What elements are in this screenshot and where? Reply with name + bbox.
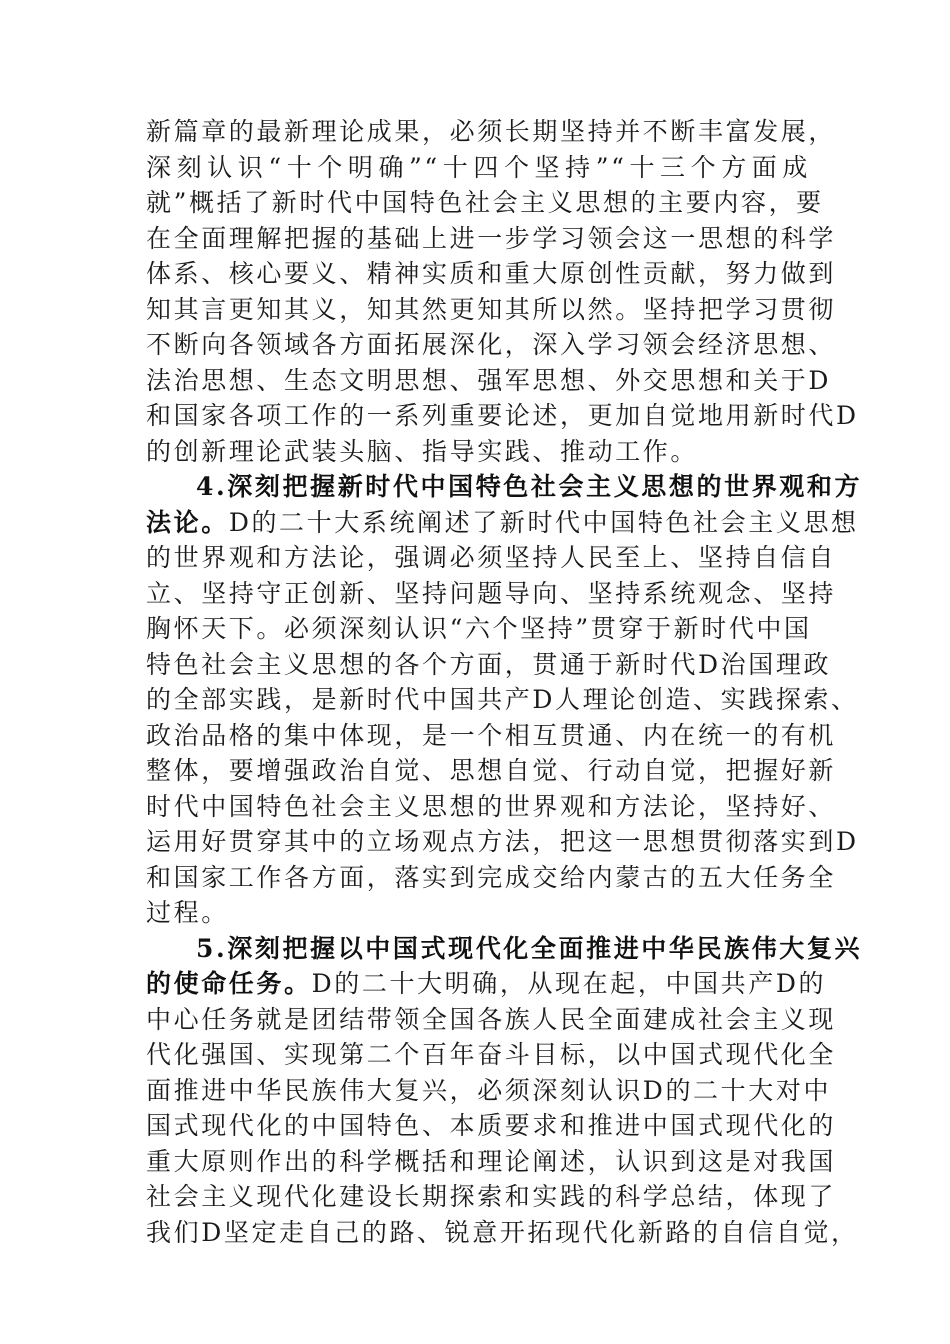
text-line: 国式现代化的中国特色、本质要求和推进中国式现代化的	[146, 1111, 837, 1140]
text-line: 运用好贯穿其中的立场观点方法，把这一思想贯彻落实到D	[146, 827, 859, 856]
section-heading: 5.深刻把握以中国式现代化全面推进中华民族伟大复兴	[196, 933, 863, 963]
text-line: 的全部实践，是新时代中国共产D人理论创造、实践探索、	[146, 685, 859, 714]
text-line: 代化强国、实现第二个百年奋斗目标，以中国式现代化全	[146, 1040, 837, 1069]
text-line: 特色社会主义思想的各个方面，贯通于新时代D治国理政	[146, 649, 832, 679]
text-line	[146, 505, 859, 541]
text-line: 在全面理解把握的基础上进一步学习领会这一思想的科学	[146, 223, 837, 253]
paragraph-2	[146, 469, 863, 931]
text-line: 面推进中华民族伟大复兴，必须深刻认识D的二十大对中	[146, 1075, 832, 1105]
text-line: 过程。	[146, 898, 229, 927]
paragraph-3	[146, 931, 863, 1251]
text-line: 社会主义现代化建设长期探索和实践的科学总结，体现了	[146, 1182, 837, 1211]
text-line: 时代中国特色社会主义思想的世界观和方法论，坚持好、	[146, 791, 837, 821]
text-span: D的二十大明确，从现在起，中国共产D的	[311, 969, 827, 998]
text-line: 政治品格的集中体现，是一个相互贯通、内在统一的有机	[146, 720, 837, 750]
section-heading-end: 的使命任务。	[146, 969, 312, 998]
text-line: 胸怀天下。必须深刻认识“六个坚持”贯穿于新时代中国	[146, 614, 812, 643]
text-span: D的二十大系统阐述了新时代中国特色社会主义思想	[228, 507, 859, 537]
text-line: 知其言更知其义，知其然更知其所以然。坚持把学习贯彻	[146, 294, 837, 324]
text-line: 的世界观和方法论，强调必须坚持人民至上、坚持自信自	[146, 543, 837, 572]
text-line: 重大原则作出的科学概括和理论阐述，认识到这是对我国	[146, 1146, 837, 1176]
text-line	[146, 966, 827, 1002]
text-line: 的创新理论武装头脑、指导实践、推动工作。	[146, 436, 699, 466]
text-line: 深刻认识“十个明确”“十四个坚持”“十三个方面成	[146, 152, 810, 182]
text-line: 和国家工作各方面，落实到完成交给内蒙古的五大任务全	[146, 862, 837, 892]
paragraph-1	[146, 114, 859, 469]
document-body	[146, 114, 863, 1250]
text-line: 法治思想、生态文明思想、强军思想、外交思想和关于D	[146, 365, 832, 395]
text-line: 体系、核心要义、精神实质和重大原创性贡献，努力做到	[146, 259, 837, 288]
section-heading-end: 法论。	[146, 507, 229, 537]
text-line: 立、坚持守正创新、坚持问题导向、坚持系统观念、坚持	[146, 578, 837, 608]
text-line: 我们D坚定走自己的路、锐意开拓现代化新路的自信自觉，	[146, 1217, 859, 1247]
text-line: 不断向各领域各方面拓展深化，深入学习领会经济思想、	[146, 330, 837, 359]
text-line: 就”概括了新时代中国特色社会主义思想的主要内容，要	[146, 188, 824, 217]
text-line: 整体，要增强政治自觉、思想自觉、行动自觉，把握好新	[146, 756, 837, 785]
text-line: 和国家各项工作的一系列重要论述，更加自觉地用新时代D	[146, 401, 859, 430]
text-line: 新篇章的最新理论成果，必须长期坚持并不断丰富发展，	[146, 117, 837, 146]
text-line: 中心任务就是团结带领全国各族人民全面建成社会主义现	[146, 1004, 837, 1034]
section-heading: 4.深刻把握新时代中国特色社会主义思想的世界观和方	[196, 472, 863, 501]
